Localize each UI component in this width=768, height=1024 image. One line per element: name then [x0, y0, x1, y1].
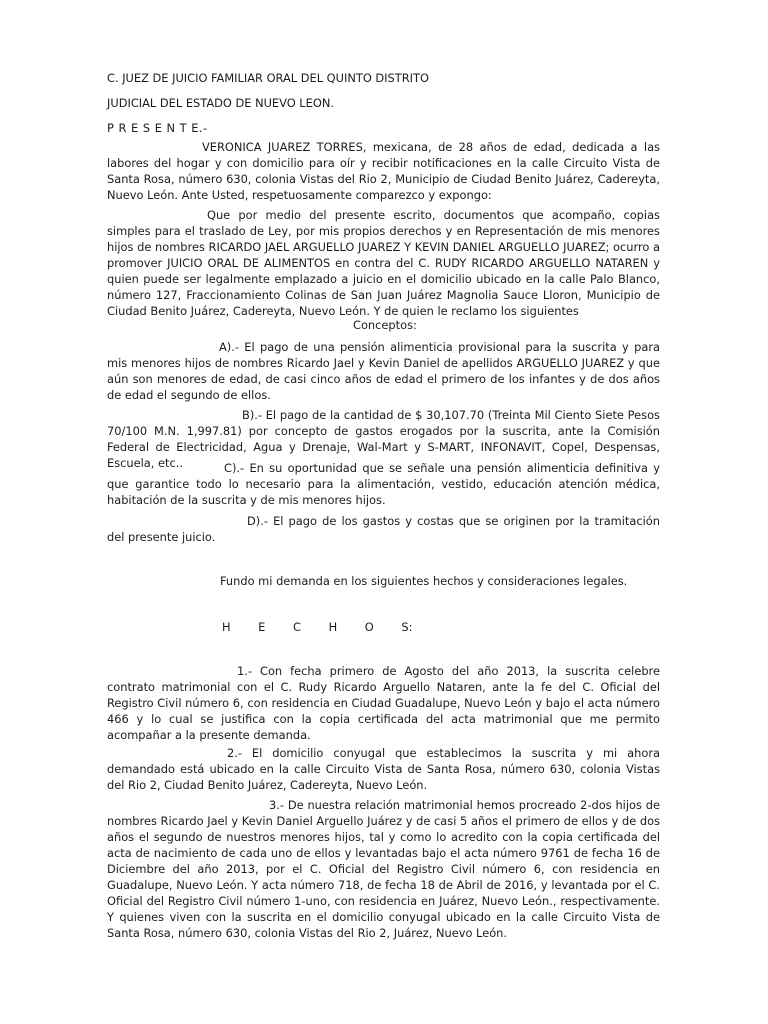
petition-paragraph: Que por medio del presente escrito, documentos que acompaño, copias simples para el traslado de Ley, por mis propios derechos y en Representación de mis menores hijos de nombres RICARDO JAEL ARGUELLO JUAREZ Y KEVIN DANIEL ARGUELLO JUAREZ; ocurro a promover JUICIO ORAL DE ALIMENTOS en contra del C. RUDY RICARDO ARGUELLO NATAREN y quien puede ser legalmente emplazado a juicio en el domicilio ubicado en la calle Palo Blanco, número 127, Fraccionamiento Colinas de San Juan Juárez Magnolia Sauce Lloron, Municipio de Ciudad Benito Juárez, Cadereyta, Nuevo León. Y de quien le reclamo los siguientes [107, 208, 660, 318]
intro-paragraph: VERONICA JUAREZ TORRES, mexicana, de 28 años de edad, dedicada a las labores del hogar y con domicilio para oír y recibir notificaciones en la calle Circuito Vista de Santa Rosa, número 630, colonia Vistas del Rio 2, Municipio de Ciudad Benito Juárez, Cadereyta, Nuevo León. Ante Usted, respetuosamente comparezco y expongo: [107, 140, 660, 202]
hecho-2-paragraph: 2.- El domicilio conyugal que establecimos la suscrita y mi ahora demandado está ubicado en la calle Circuito Vista de Santa Rosa, número 630, colonia Vistas del Rio 2, Ciudad Benito Juárez, Cadereyta, Nuevo León. [107, 746, 660, 792]
hechos-heading: H E C H O S: [222, 620, 413, 634]
concepto-c-paragraph: C).- En su oportunidad que se señale una pensión alimenticia definitiva y que garantice todo lo necesario para la alimentación, vestido, educación atención médica, habitación de la suscrita y de mis menores hijos. [107, 461, 660, 507]
concepto-a-paragraph: A).- El pago de una pensión alimenticia provisional para la suscrita y para mis menores hijos de nombres Ricardo Jael y Kevin Daniel de apellidos ARGUELLO JUAREZ y que aún son menores de edad, de casi cinco años de edad el primero de los infantes y de dos años de edad el segundo de ellos. [107, 340, 660, 402]
fundo-line: Fundo mi demanda en los siguientes hechos y consideraciones legales. [220, 574, 628, 588]
concepto-d-paragraph: D).- El pago de los gastos y costas que se originen por la tramitación del presente juicio. [107, 514, 660, 544]
conceptos-heading: Conceptos: [353, 318, 417, 332]
concepto-b-paragraph: B).- El pago de la cantidad de $ 30,107.70 (Treinta Mil Ciento Siete Pesos 70/100 M.N. 1,997.81) por concepto de gastos erogados por la suscrita, ante la Comisión Federal de Electricidad, Agua y Drenaje, Wal-Mart y S-MART, INFONAVIT, Copel, Despensas, Escuela, etc.. [107, 408, 660, 470]
hecho-1-paragraph: 1.- Con fecha primero de Agosto del año 2013, la suscrita celebre contrato matrimonial con el C. Rudy Ricardo Arguello Nataren, ante la fe del C. Oficial del Registro Civil número 6, con residencia en Ciudad Guadalupe, Nuevo León y bajo el acta número 466 y lo cual se justifica con la copia certificada del acta matrimonial que me permito acompañar a la presente demanda. [107, 664, 660, 742]
addressee-line-1: C. JUEZ DE JUICIO FAMILIAR ORAL DEL QUINTO DISTRITO [107, 71, 429, 85]
hecho-3-paragraph: 3.- De nuestra relación matrimonial hemos procreado 2-dos hijos de nombres Ricardo Jael y Kevin Daniel Arguello Juárez y de casi 5 años el primero de ellos y de dos años el segundo de nuestros menores hijos, tal y como lo acredito con la copia certificada del acta de nacimiento de cada uno de ellos y levantadas bajo el acta número 9761 de fecha 16 de Diciembre del año 2013, por el C. Oficial del Registro Civil número 6, con residencia en Guadalupe, Nuevo León. Y acta número 718, de fecha 18 de Abril de 2016, y levantada por el C. Oficial del Registro Civil número 1-uno, con residencia en Juárez, Nuevo León., respectivamente. Y quienes viven con la suscrita en el domicilio conyugal ubicado en la calle Circuito Vista de Santa Rosa, número 630, colonia Vistas del Rio 2, Juárez, Nuevo León. [107, 798, 660, 940]
presente-heading: P R E S E N T E.- [107, 121, 208, 135]
addressee-line-2: JUDICIAL DEL ESTADO DE NUEVO LEON. [107, 96, 334, 110]
